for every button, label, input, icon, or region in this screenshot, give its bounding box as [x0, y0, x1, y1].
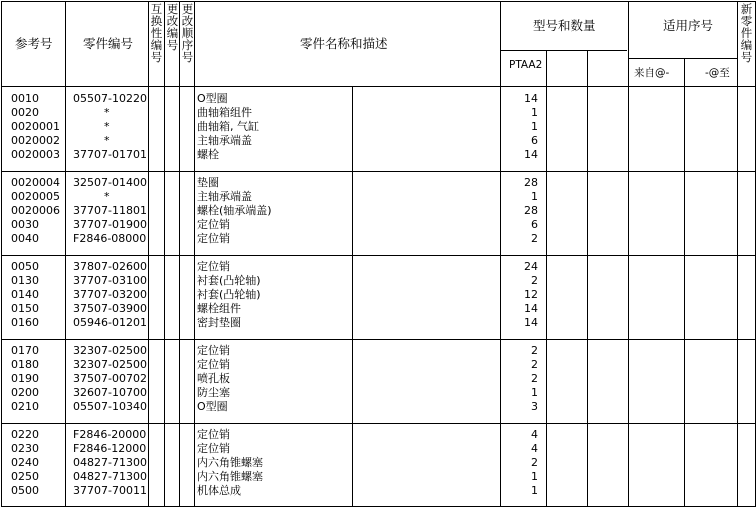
ref-no-cell: 0020001	[11, 120, 60, 133]
part-no-cell: *	[104, 120, 110, 133]
group-divider	[1, 423, 755, 424]
ref-no-cell: 0170	[11, 344, 39, 357]
group-divider	[1, 255, 755, 256]
ref-no-cell: 0240	[11, 456, 39, 469]
part-no-cell: 37507-00702	[73, 372, 147, 385]
column-line	[628, 1, 629, 506]
ref-no-cell: 0030	[11, 218, 39, 231]
ref-no-cell: 0040	[11, 232, 39, 245]
quantity-cell: 1	[531, 190, 538, 203]
part-name-cell: 衬套(凸轮轴)	[197, 274, 261, 287]
part-name-cell: 主轴承端盖	[197, 190, 252, 203]
part-no-cell: 37707-01701	[73, 148, 147, 161]
quantity-cell: 6	[531, 134, 538, 147]
header-serial-to: -@至	[705, 67, 730, 79]
ref-no-cell: 0230	[11, 442, 39, 455]
table-border-left	[1, 1, 2, 507]
ref-no-cell: 0140	[11, 288, 39, 301]
quantity-cell: 24	[524, 260, 538, 273]
table-border-top	[1, 1, 755, 2]
column-line	[179, 1, 180, 506]
quantity-cell: 14	[524, 302, 538, 315]
quantity-cell: 4	[531, 428, 538, 441]
header-name-desc: 零件名称和描述	[300, 36, 388, 51]
ref-no-cell: 0020002	[11, 134, 60, 147]
column-line	[546, 50, 547, 506]
quantity-cell: 2	[531, 358, 538, 371]
ref-no-cell: 0150	[11, 302, 39, 315]
header-model-ptaa2: PTAA2	[509, 59, 543, 71]
quantity-cell: 2	[531, 344, 538, 357]
ref-no-cell: 0180	[11, 358, 39, 371]
header-divider	[1, 86, 755, 87]
ref-no-cell: 0130	[11, 274, 39, 287]
part-no-cell: 37707-70011	[73, 484, 147, 497]
quantity-cell: 1	[531, 106, 538, 119]
part-name-cell: 定位销	[197, 260, 230, 273]
ref-no-cell: 0020006	[11, 204, 60, 217]
part-no-cell: 05507-10340	[73, 400, 147, 413]
ref-no-cell: 0210	[11, 400, 39, 413]
part-name-cell: 定位销	[197, 232, 230, 245]
quantity-cell: 2	[531, 372, 538, 385]
column-line	[737, 1, 738, 506]
part-no-cell: 32507-01400	[73, 176, 147, 189]
part-name-cell: 衬套(凸轮轴)	[197, 288, 261, 301]
part-no-cell: 32307-02500	[73, 344, 147, 357]
part-name-cell: 密封垫圈	[197, 316, 241, 329]
model-subheader-line	[500, 50, 627, 51]
part-name-cell: 喷孔板	[197, 372, 230, 385]
column-line	[65, 1, 66, 506]
quantity-cell: 14	[524, 148, 538, 161]
part-name-cell: 主轴承端盖	[197, 134, 252, 147]
quantity-cell: 1	[531, 386, 538, 399]
header-new-part: 新 零 件 编 号	[740, 2, 753, 64]
quantity-cell: 14	[524, 92, 538, 105]
header-interchange: 互 换 性 编 号	[150, 2, 163, 64]
column-line	[587, 50, 588, 506]
header-change-order: 更 改 顺 序 号	[181, 2, 194, 64]
part-no-cell: 37707-03200	[73, 288, 147, 301]
quantity-cell: 1	[531, 120, 538, 133]
part-name-cell: 螺栓(轴承端盖)	[197, 204, 272, 217]
part-name-cell: 螺栓组件	[197, 302, 241, 315]
part-no-cell: *	[104, 134, 110, 147]
quantity-cell: 14	[524, 316, 538, 329]
part-name-cell: 曲轴箱, 气缸	[197, 120, 259, 133]
table-border-bottom	[1, 506, 755, 507]
part-no-cell: F2846-20000	[73, 428, 147, 441]
header-part-no: 零件编号	[83, 36, 134, 51]
part-name-cell: 防尘塞	[197, 386, 230, 399]
group-divider	[1, 339, 755, 340]
part-no-cell: 37507-03900	[73, 302, 147, 315]
part-no-cell: 32607-10700	[73, 386, 147, 399]
part-no-cell: 05507-10220	[73, 92, 147, 105]
part-no-cell: 37707-11801	[73, 204, 147, 217]
header-ref-no: 参考号	[15, 36, 53, 51]
ref-no-cell: 0020004	[11, 176, 60, 189]
part-name-cell: 机体总成	[197, 484, 241, 497]
header-serial-from: 来自@-	[634, 67, 670, 79]
quantity-cell: 6	[531, 218, 538, 231]
part-no-cell: 05946-01201	[73, 316, 147, 329]
part-name-cell: 曲轴箱组件	[197, 106, 252, 119]
part-no-cell: 32307-02500	[73, 358, 147, 371]
part-name-cell: 定位销	[197, 344, 230, 357]
column-line	[500, 1, 501, 506]
ref-no-cell: 0190	[11, 372, 39, 385]
column-line	[164, 1, 165, 506]
quantity-cell: 28	[524, 204, 538, 217]
ref-no-cell: 0200	[11, 386, 39, 399]
ref-no-cell: 0220	[11, 428, 39, 441]
part-no-cell: F2846-12000	[73, 442, 147, 455]
part-no-cell: F2846-08000	[73, 232, 147, 245]
quantity-cell: 4	[531, 442, 538, 455]
header-change-no: 更 改 编 号	[166, 2, 179, 52]
ref-no-cell: 0020	[11, 106, 39, 119]
ref-no-cell: 0050	[11, 260, 39, 273]
group-divider	[1, 171, 755, 172]
quantity-cell: 12	[524, 288, 538, 301]
column-line	[684, 58, 685, 506]
column-line	[148, 1, 149, 506]
part-name-cell: O型圈	[197, 400, 228, 413]
ref-no-cell: 0020005	[11, 190, 60, 203]
part-no-cell: *	[104, 190, 110, 203]
header-serial: 适用序号	[663, 18, 714, 33]
ref-no-cell: 0010	[11, 92, 39, 105]
header-model-qty: 型号和数量	[533, 18, 596, 33]
part-no-cell: 04827-71300	[73, 456, 147, 469]
part-name-cell: 定位销	[197, 442, 230, 455]
part-no-cell: 37707-01900	[73, 218, 147, 231]
part-name-cell: O型圈	[197, 92, 228, 105]
ref-no-cell: 0160	[11, 316, 39, 329]
quantity-cell: 1	[531, 484, 538, 497]
quantity-cell: 2	[531, 232, 538, 245]
column-line	[194, 1, 195, 506]
part-name-cell: 螺栓	[197, 148, 219, 161]
ref-no-cell: 0020003	[11, 148, 60, 161]
part-name-cell: 内六角锥螺塞	[197, 470, 263, 483]
quantity-cell: 1	[531, 470, 538, 483]
serial-subheader-line	[628, 58, 737, 59]
part-no-cell: *	[104, 106, 110, 119]
ref-no-cell: 0250	[11, 470, 39, 483]
column-line	[352, 86, 353, 506]
part-name-cell: 垫圈	[197, 176, 219, 189]
part-name-cell: 定位销	[197, 358, 230, 371]
part-name-cell: 内六角锥螺塞	[197, 456, 263, 469]
quantity-cell: 3	[531, 400, 538, 413]
part-name-cell: 定位销	[197, 428, 230, 441]
ref-no-cell: 0500	[11, 484, 39, 497]
quantity-cell: 2	[531, 274, 538, 287]
part-name-cell: 定位销	[197, 218, 230, 231]
part-no-cell: 37707-03100	[73, 274, 147, 287]
quantity-cell: 28	[524, 176, 538, 189]
quantity-cell: 2	[531, 456, 538, 469]
part-no-cell: 37807-02600	[73, 260, 147, 273]
part-no-cell: 04827-71300	[73, 470, 147, 483]
